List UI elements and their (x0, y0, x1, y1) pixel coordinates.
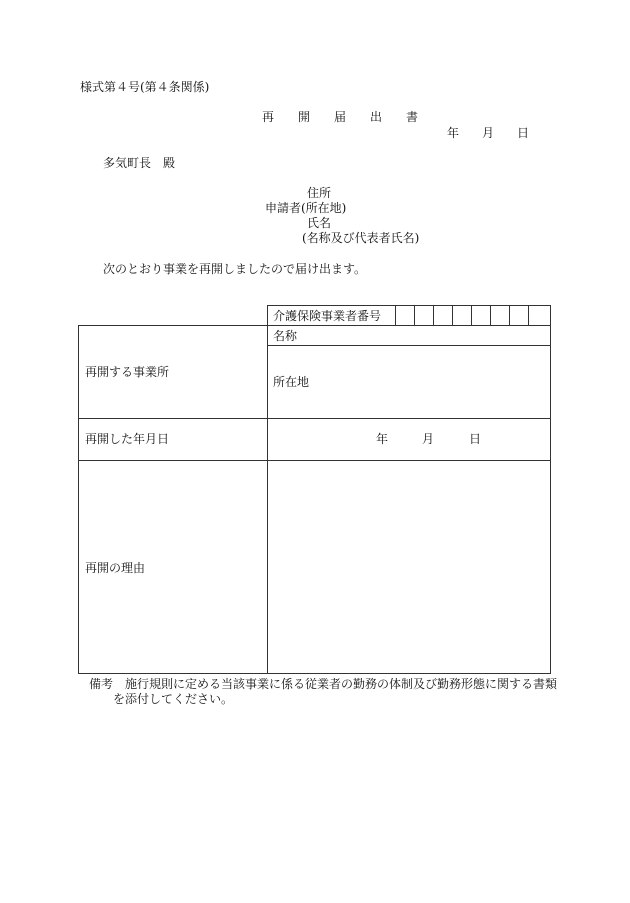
header-date-day: 日 (517, 126, 530, 140)
statement: 次のとおり事業を再開しましたので届け出ます。 (103, 262, 367, 276)
number-box-divider (452, 305, 453, 325)
addressee: 多気町長 殿 (103, 156, 176, 170)
table-line (267, 345, 551, 346)
header-date-month: 月 (482, 126, 495, 140)
reopen-date-day: 日 (469, 432, 482, 446)
table-line (267, 305, 268, 325)
table-line (78, 673, 551, 674)
facility-name-label: 名称 (273, 329, 298, 343)
number-box-divider (414, 305, 415, 325)
applicant-name-label: 氏名 (307, 216, 332, 230)
applicant-address-label: 住所 (307, 186, 332, 200)
table-line (78, 460, 551, 461)
number-box-divider (471, 305, 472, 325)
number-box-divider (509, 305, 510, 325)
table-line (78, 325, 551, 326)
form-number: 様式第４号(第４条関係) (80, 80, 210, 94)
table-line (267, 325, 268, 674)
number-box-divider (528, 305, 529, 325)
table-line (78, 418, 551, 419)
facility-address-label: 所在地 (273, 375, 310, 389)
applicant-label: 申請者(所在地) (265, 201, 347, 215)
number-box-divider (433, 305, 434, 325)
header-date-year: 年 (447, 126, 460, 140)
notes-label: 備考 (89, 677, 114, 691)
table-line (78, 325, 79, 674)
reopen-date-year: 年 (376, 432, 389, 446)
document-title: 再 開 届 出 書 (262, 110, 425, 124)
reopen-date-label: 再開した年月日 (85, 432, 170, 446)
notes-line1: 施行規則に定める当該事業に係る従業者の勤務の体制及び勤務形態に関する書類 (125, 677, 558, 691)
notes-line2: を添付してください。 (113, 692, 234, 706)
number-box-divider (395, 305, 396, 325)
applicant-rep-name-label: (名称及び代表者氏名) (302, 231, 420, 245)
insurer-number-label: 介護保険事業者番号 (273, 309, 382, 323)
number-box-divider (490, 305, 491, 325)
reason-label: 再開の理由 (85, 561, 146, 575)
facility-label: 再開する事業所 (85, 365, 170, 379)
reopen-date-month: 月 (422, 432, 435, 446)
table-line (550, 305, 551, 674)
